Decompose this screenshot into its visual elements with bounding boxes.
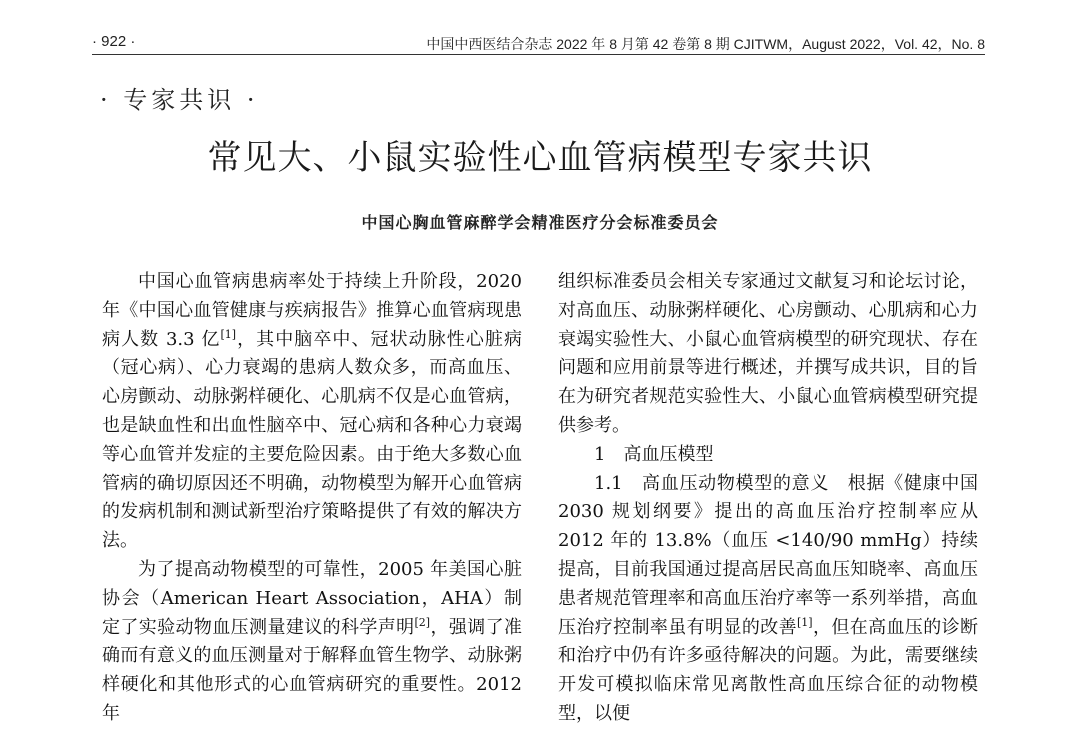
journal-citation-line: 中国中西医结合杂志 2022 年 8 月第 42 卷第 8 期 CJITWM，August 2022，Vol. 42，No. 8 <box>426 36 985 52</box>
citation-ref[interactable]: [2] <box>414 615 431 629</box>
paragraph-text: ，但在高血压的诊断和治疗中仍有许多亟待解决的问题。为此，需要继续开发可模拟临床常见离散性高血压综合征的动物模型，以便 <box>558 616 979 724</box>
right-column <box>558 268 978 729</box>
citation-ref[interactable]: [1] <box>796 615 813 629</box>
paragraph-text: 中国心血管病患病率处于持续上升阶段，2020 年《中国心血管健康与疾病报告》推算心血管病现患病人数 3.3 亿 <box>102 271 522 350</box>
paragraph-text: ，其中脑卒中、冠状动脉性心脏病（冠心病）、心力衰竭的患病人数众多，而高血压、心房颤动、动脉粥样硬化、心肌病不仅是心血管病，也是缺血性和出血性脑卒中、冠心病和各种心力衰竭等心血管并发症的主要危险因素。由于绝大多数心血管病的确切原因还不明确，动物模型为解开心血管病的发病机制和测试新型治疗策略提供了有效的解决方法。 <box>102 328 522 552</box>
article-title: 常见大、小鼠实验性心血管病模型专家共识 <box>207 138 873 178</box>
article-authors: 中国心胸血管麻醉学会精准医疗分会标准委员会 <box>361 213 719 232</box>
page-number: · 922 · <box>92 33 136 50</box>
body-paragraph <box>102 268 522 556</box>
section-heading: 1 高血压模型 <box>594 443 714 465</box>
paragraph-text: 为了提高动物模型的可靠性，2005 年美国心脏协会（American Heart Association，AHA）制定了实验动物血压测量建议的科学声明 <box>102 558 522 638</box>
paragraph-text: 1.1 高血压动物模型的意义 根据《健康中国 2030 规划纲要》提出的高血压治疗控制率应从 2012 年的 13.8%（血压 <140/90 mmHg）持续提高，目前我国通过提高居民高血压知晓率、高血压患者规范管理率和高血压治疗率等一系列举措，高血压治疗控制率虽有明显的改善 <box>558 472 978 638</box>
page-header <box>0 0 1080 60</box>
paragraph-text: ，强调了准确而有意义的血压测量对于解释血管生物学、动脉粥样硬化和其他形式的心血管病研究的重要性。2012 年 <box>102 616 523 724</box>
citation-ref[interactable]: [1] <box>220 327 237 341</box>
body-paragraph: 组织标准委员会相关专家通过文献复习和论坛讨论，对高血压、动脉粥样硬化、心房颤动、心肌病和心力衰竭实验性大、小鼠心血管病模型的研究现状、存在问题和应用前景等进行概述，并撰写成共识，目的旨在为研究者规范实验性大、小鼠心血管病模型研究提供参考。 <box>558 271 978 436</box>
section-label: · 专家共识 · <box>100 86 259 114</box>
header-rule <box>92 54 985 55</box>
left-column <box>102 268 522 729</box>
body-paragraph <box>102 556 522 729</box>
body-paragraph <box>558 470 978 729</box>
